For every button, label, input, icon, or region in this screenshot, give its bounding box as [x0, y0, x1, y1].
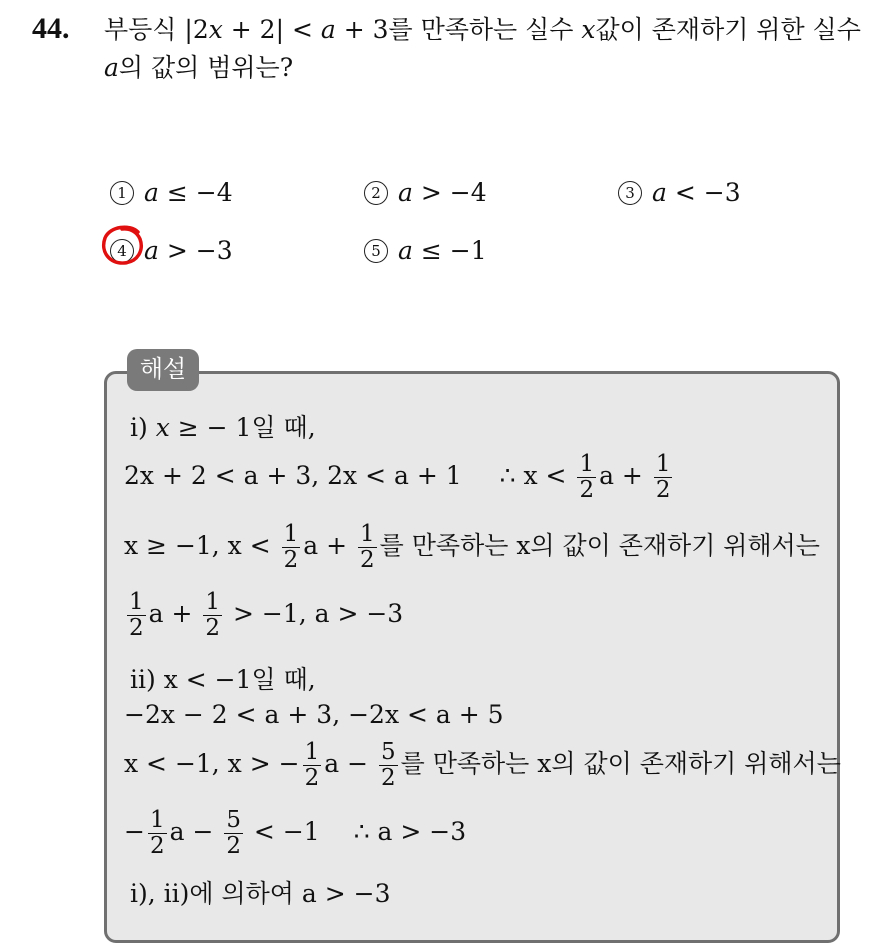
solution-line-6: −2x − 2 < a + 3, −2x < a + 5	[124, 700, 504, 729]
choice-3[interactable]: 3 a < −3	[618, 178, 741, 207]
solution-line-9: ⅰ), ⅱ)에 의하여 a > −3	[130, 879, 391, 908]
solution-line-4: $\frac{1}{2}$ a + $\frac{1}{2}$ > −1, a > −3	[129, 589, 404, 641]
fraction: $\frac{1}{2}$	[129, 589, 144, 641]
choice-marker-5: 5	[364, 239, 388, 263]
solution-line-8: − $\frac{1}{2}$ a − $\frac{5}{2}$ < −1 ∴ a > −3	[124, 807, 467, 859]
solution-line-3: x ≥ −1, x < $\frac{1}{2}$ a + $\frac{1}{2}$ 를 만족하는 x의 값이 존재하기 위해서는	[124, 521, 820, 573]
fraction: $\frac{1}{2}$	[360, 521, 375, 573]
fraction: $\frac{5}{2}$	[226, 807, 241, 859]
solution-tag: 해설	[127, 349, 199, 391]
selected-answer-mark	[100, 222, 146, 268]
solution-line-7: x < −1, x > − $\frac{1}{2}$ a − $\frac{5}{2}$ 를 만족하는 x의 값이 존재하기 위해서는	[124, 739, 841, 791]
choice-5[interactable]: 5 a ≤ −1	[364, 236, 487, 265]
fraction: $\frac{5}{2}$	[380, 739, 396, 791]
choice-2[interactable]: 2 a > −4	[364, 178, 487, 207]
fraction: $\frac{1}{2}$	[205, 589, 221, 641]
solution-line-2: 2x + 2 < a + 3, 2x < a + 1 ∴ x < $\frac{1}{2}$ a + $\frac{1}{2}$	[124, 451, 671, 503]
choice-marker-4: 4	[110, 239, 134, 263]
fraction: $\frac{1}{2}$	[149, 807, 165, 859]
question-line-1: 부등식 |2x + 2| < a + 3를 만족하는 실수 x값이 존재하기 위한 실수	[104, 15, 861, 44]
fraction: $\frac{1}{2}$	[304, 739, 320, 791]
fraction: $\frac{1}{2}$	[579, 451, 595, 503]
question-text: 부등식 |2	[104, 15, 209, 44]
fraction: $\frac{1}{2}$	[283, 521, 299, 573]
choice-marker-3: 3	[618, 181, 642, 205]
question-number: 44.	[32, 12, 70, 45]
fraction: $\frac{1}{2}$	[655, 451, 671, 503]
choice-marker-1: 1	[110, 181, 134, 205]
solution-line-5: ⅱ) x < −1일 때,	[130, 665, 316, 694]
choice-4[interactable]: 4 a > −3	[110, 236, 233, 265]
question-line-2: a의 값의 범위는?	[104, 53, 294, 82]
choice-marker-2: 2	[364, 181, 388, 205]
solution-line-1: ⅰ) x ≥ − 1일 때,	[130, 413, 316, 442]
choice-1[interactable]: 1 a ≤ −4	[110, 178, 233, 207]
